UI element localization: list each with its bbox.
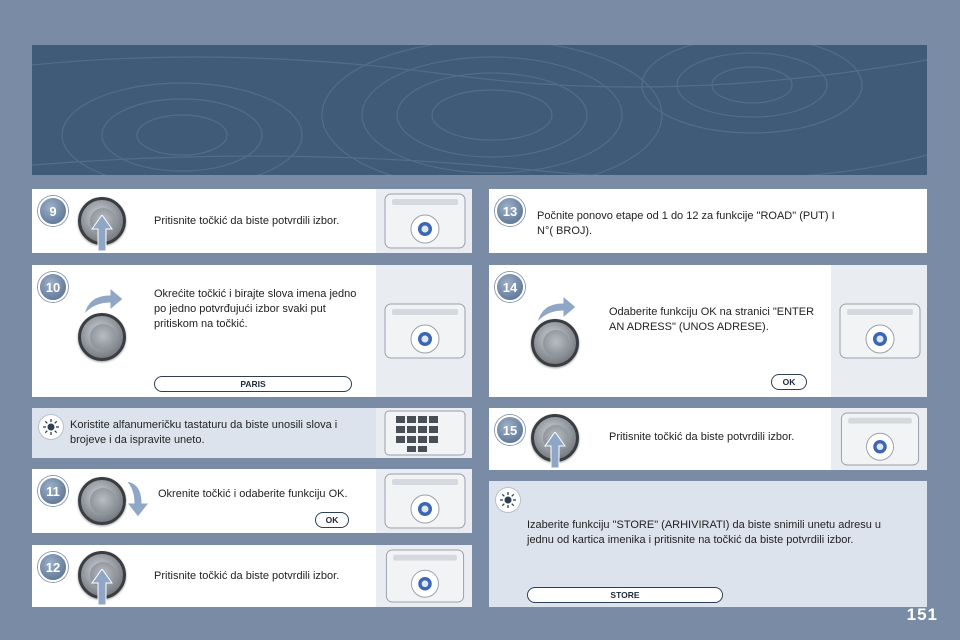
control-panel-thumbnail xyxy=(376,469,472,533)
step-text: Pritisnite točkić da biste potvrdili izbor. xyxy=(154,215,340,227)
step-11-panel xyxy=(32,469,472,533)
step-number-badge: 12 xyxy=(38,552,68,582)
lightbulb-icon xyxy=(38,414,64,440)
header-banner xyxy=(32,45,927,175)
step-number-badge: 14 xyxy=(495,272,525,302)
rotate-down-arrow-icon xyxy=(122,479,152,519)
rotary-knob-icon xyxy=(78,477,126,525)
ok-button[interactable]: OK xyxy=(315,512,349,528)
step-text: Okrenite točkić i odaberite funkciju OK. xyxy=(158,488,348,500)
step-text: Okrećite točkić i birajte slova imena jedno po jedno potvrđujući izbor svaki put pritiskom na točkić. xyxy=(154,288,357,330)
keypad-thumbnail xyxy=(376,408,472,458)
push-arrow-icon xyxy=(90,569,114,605)
control-panel-icon xyxy=(839,303,921,359)
tip-store-panel xyxy=(489,481,927,607)
tip-text: Izaberite funkciju "STORE" (ARHIVIRATI) da biste snimili unetu adresu u jednu od kartica imenika i pritisnite na točkić da biste potvrdili izbor. xyxy=(527,519,882,546)
step-text: Počnite ponovo etape od 1 do 12 za funkcije "ROAD" (PUT) I N°( BROJ). xyxy=(537,210,835,237)
rotary-knob-icon xyxy=(531,319,579,367)
step-9-panel xyxy=(32,189,472,253)
lightbulb-glyph-icon xyxy=(43,419,59,435)
control-panel-thumbnail xyxy=(376,545,472,607)
step-text: Pritisnite točkić da biste potvrdili izbor. xyxy=(154,570,340,582)
control-panel-icon xyxy=(384,303,466,359)
control-panel-icon xyxy=(384,193,466,249)
lightbulb-glyph-icon xyxy=(500,492,516,508)
step-number-badge: 11 xyxy=(38,476,68,506)
control-panel-thumbnail xyxy=(376,189,472,253)
push-arrow-icon xyxy=(543,432,567,468)
step-text: Odaberite funkciju OK na stranici "ENTER AN ADRESS" (UNOS ADRESE). xyxy=(609,306,815,333)
step-12-panel xyxy=(32,545,472,607)
control-panel-icon xyxy=(839,412,921,466)
paris-button[interactable]: PARIS xyxy=(154,376,352,392)
control-panel-icon xyxy=(384,549,466,603)
step-number-badge: 15 xyxy=(495,415,525,445)
contour-map-pattern xyxy=(32,45,927,175)
ok-button[interactable]: OK xyxy=(771,374,807,390)
lightbulb-icon xyxy=(495,487,521,513)
control-panel-thumbnail xyxy=(376,265,472,397)
tip-text: Koristite alfanumeričku tastaturu da biste unosili slova i brojeve i da ispravite uneto. xyxy=(70,419,338,446)
step-10-panel xyxy=(32,265,472,397)
rotary-knob-icon xyxy=(78,313,126,361)
tip-keypad-panel xyxy=(32,408,472,458)
step-text: Pritisnite točkić da biste potvrdili izbor. xyxy=(609,431,795,443)
step-13-panel xyxy=(489,189,927,253)
step-15-panel xyxy=(489,408,927,470)
keypad-icon xyxy=(384,410,466,456)
control-panel-thumbnail xyxy=(831,265,927,397)
store-button[interactable]: STORE xyxy=(527,587,723,603)
step-number-badge: 10 xyxy=(38,272,68,302)
push-arrow-icon xyxy=(90,215,114,251)
step-14-panel xyxy=(489,265,927,397)
control-panel-icon xyxy=(384,473,466,529)
step-number-badge: 13 xyxy=(495,196,525,226)
page-number: 151 xyxy=(906,605,938,624)
step-number-badge: 9 xyxy=(38,196,68,226)
control-panel-thumbnail xyxy=(831,408,927,470)
